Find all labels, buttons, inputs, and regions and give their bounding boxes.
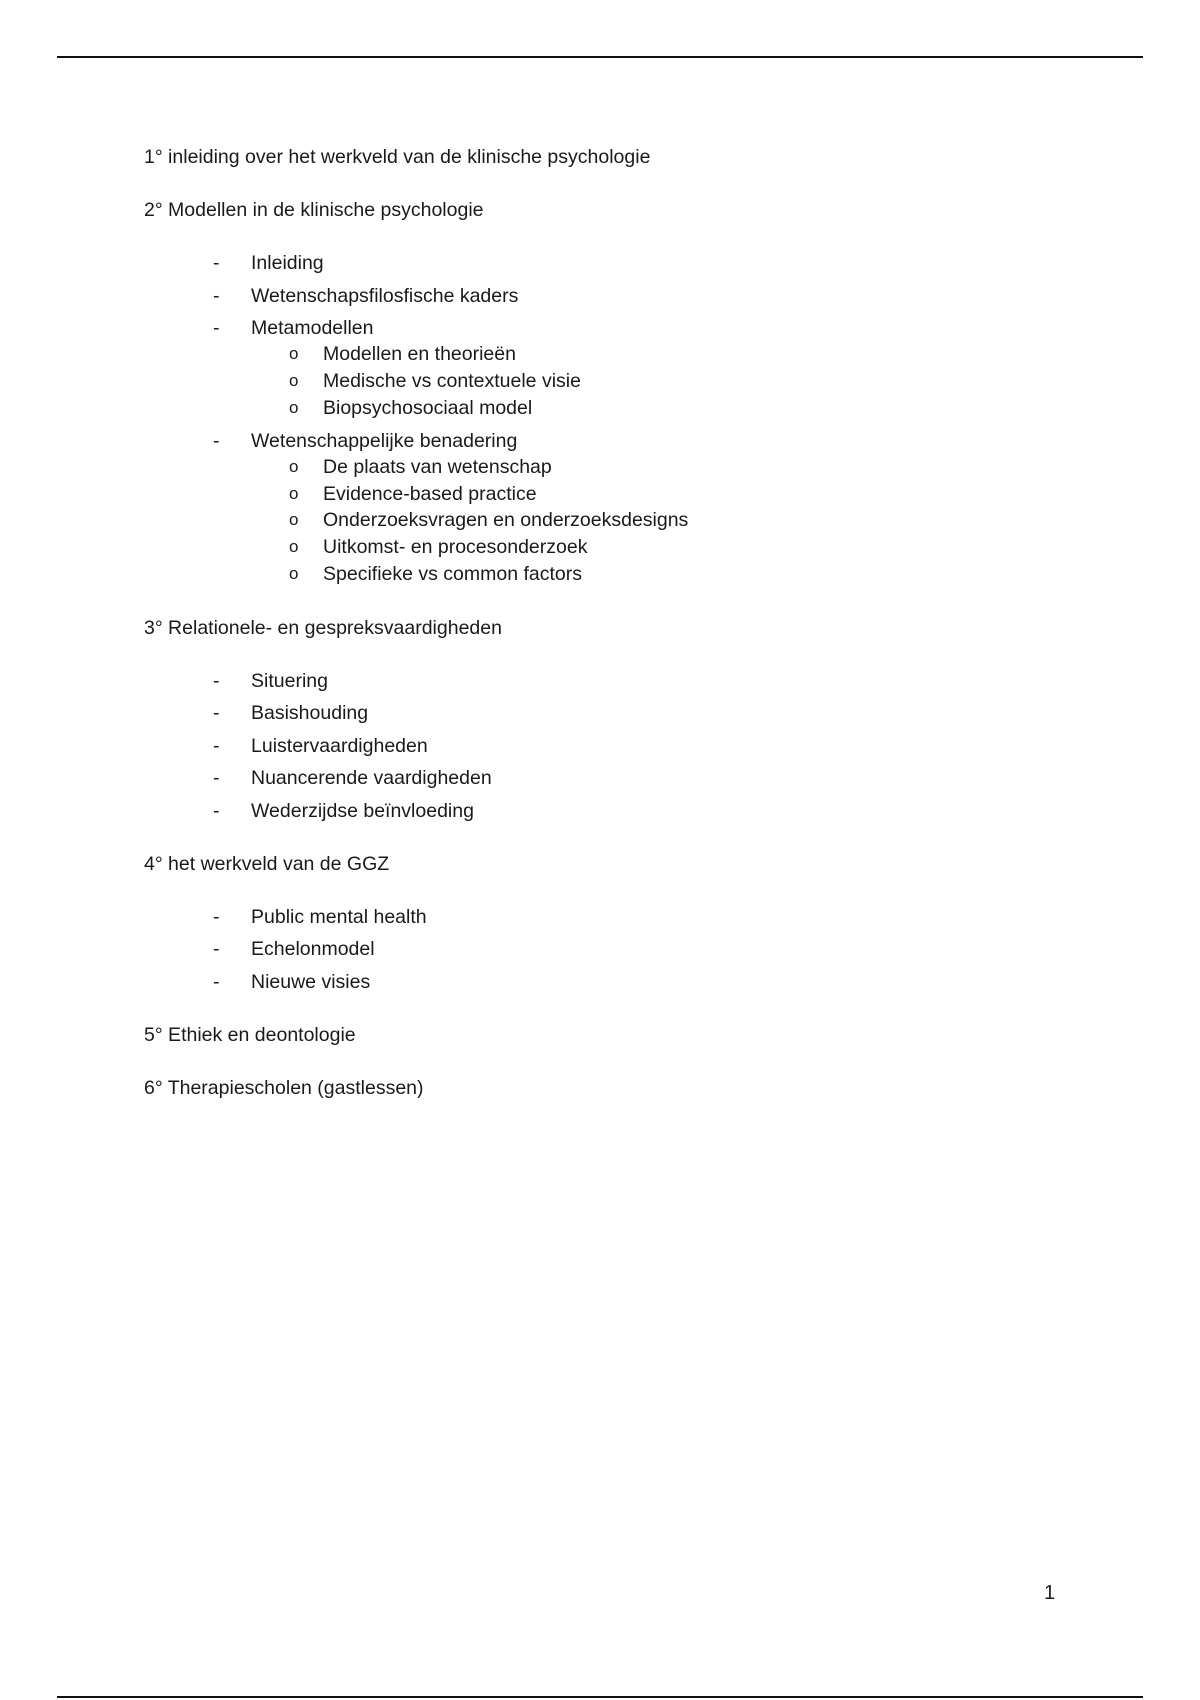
circle-bullet-icon: o: [289, 564, 299, 584]
section-title: 4° het werkveld van de GGZ: [144, 852, 390, 875]
list-item: [144, 765, 1094, 791]
dash-bullet-icon: -: [213, 702, 220, 725]
sub-list-item-label: Modellen en theorieën: [323, 343, 516, 365]
toc-section: [144, 197, 1094, 588]
circle-bullet-icon: o: [289, 483, 299, 503]
sub-item-list: [251, 454, 1094, 588]
list-item: [144, 969, 1094, 995]
dash-bullet-icon: -: [213, 799, 220, 822]
sub-list-item: [251, 341, 1094, 368]
sub-list-item-label: Onderzoeksvragen en onderzoeksdesigns: [323, 509, 689, 532]
list-item: [144, 904, 1094, 930]
dash-bullet-icon: -: [213, 905, 220, 928]
list-item: [144, 428, 1094, 588]
toc-section: [144, 851, 1094, 995]
dash-bullet-icon: -: [213, 970, 220, 993]
header-rule: [57, 56, 1143, 58]
page-number: 1: [1044, 1582, 1056, 1604]
list-item: [144, 733, 1094, 759]
list-item-label: Situering: [251, 669, 328, 692]
dash-bullet-icon: -: [213, 284, 220, 307]
sub-list-item: [251, 454, 1094, 481]
section-title: 3° Relationele- en gespreksvaardigheden: [144, 616, 502, 639]
list-item-label: Nieuwe visies: [251, 970, 371, 993]
sub-list-item: [251, 395, 1094, 422]
dash-bullet-icon: -: [213, 669, 220, 692]
circle-bullet-icon: o: [289, 537, 299, 557]
circle-bullet-icon: o: [289, 510, 299, 530]
circle-bullet-icon: o: [289, 397, 299, 417]
sub-list-item-label: Specifieke vs common factors: [323, 563, 583, 586]
dash-bullet-icon: -: [213, 767, 220, 790]
sub-list-item-label: Uitkomst- en procesonderzoek: [323, 536, 588, 559]
list-item: [144, 668, 1094, 694]
list-item-label: Nuancerende vaardigheden: [251, 767, 492, 790]
circle-bullet-icon: o: [289, 344, 299, 363]
list-item: [144, 798, 1094, 824]
footer-rule: [57, 1696, 1143, 1698]
table-of-contents: [144, 144, 1094, 1101]
dash-bullet-icon: -: [213, 252, 220, 274]
toc-section: [144, 144, 1094, 170]
sub-item-list: [251, 341, 1094, 421]
list-item: [144, 700, 1094, 726]
list-item: [144, 936, 1094, 962]
sub-list-item: [251, 507, 1094, 534]
sub-list-item: [251, 368, 1094, 395]
sub-list-item-label: Biopsychosociaal model: [323, 396, 533, 419]
list-item-label: Echelonmodel: [251, 938, 375, 961]
toc-section: [144, 1022, 1094, 1048]
dash-bullet-icon: -: [213, 429, 220, 452]
toc-section: [144, 615, 1094, 824]
list-item-label: Wetenschappelijke benadering: [251, 429, 518, 452]
list-item-label: Luistervaardigheden: [251, 734, 428, 757]
section-item-list: [144, 250, 1094, 588]
section-title: 1° inleiding over het werkveld van de klinische psychologie: [144, 146, 651, 168]
circle-bullet-icon: o: [289, 370, 299, 390]
list-item: [144, 283, 1094, 309]
list-item-label: Basishouding: [251, 702, 369, 725]
list-item-label: Public mental health: [251, 905, 427, 928]
sub-list-item: [251, 481, 1094, 508]
sub-list-item: [251, 534, 1094, 561]
list-item-label: Wetenschapsfilosfische kaders: [251, 284, 519, 307]
circle-bullet-icon: o: [289, 456, 299, 476]
dash-bullet-icon: -: [213, 317, 220, 339]
list-item-label: Metamodellen: [251, 317, 374, 339]
toc-section: [144, 1075, 1094, 1101]
section-title: 2° Modellen in de klinische psychologie: [144, 199, 484, 221]
list-item-label: Wederzijdse beïnvloeding: [251, 799, 474, 822]
section-title: 6° Therapiescholen (gastlessen): [144, 1076, 424, 1099]
list-item: [144, 315, 1094, 421]
section-item-list: [144, 668, 1094, 824]
list-item-label: Inleiding: [251, 252, 324, 274]
dash-bullet-icon: -: [213, 734, 220, 757]
dash-bullet-icon: -: [213, 938, 220, 961]
section-title: 5° Ethiek en deontologie: [144, 1023, 356, 1046]
list-item: [144, 250, 1094, 276]
section-item-list: [144, 904, 1094, 995]
sub-list-item-label: Medische vs contextuele visie: [323, 369, 581, 392]
sub-list-item-label: Evidence-based practice: [323, 482, 537, 505]
sub-list-item-label: De plaats van wetenschap: [323, 455, 552, 478]
sub-list-item: [251, 561, 1094, 588]
